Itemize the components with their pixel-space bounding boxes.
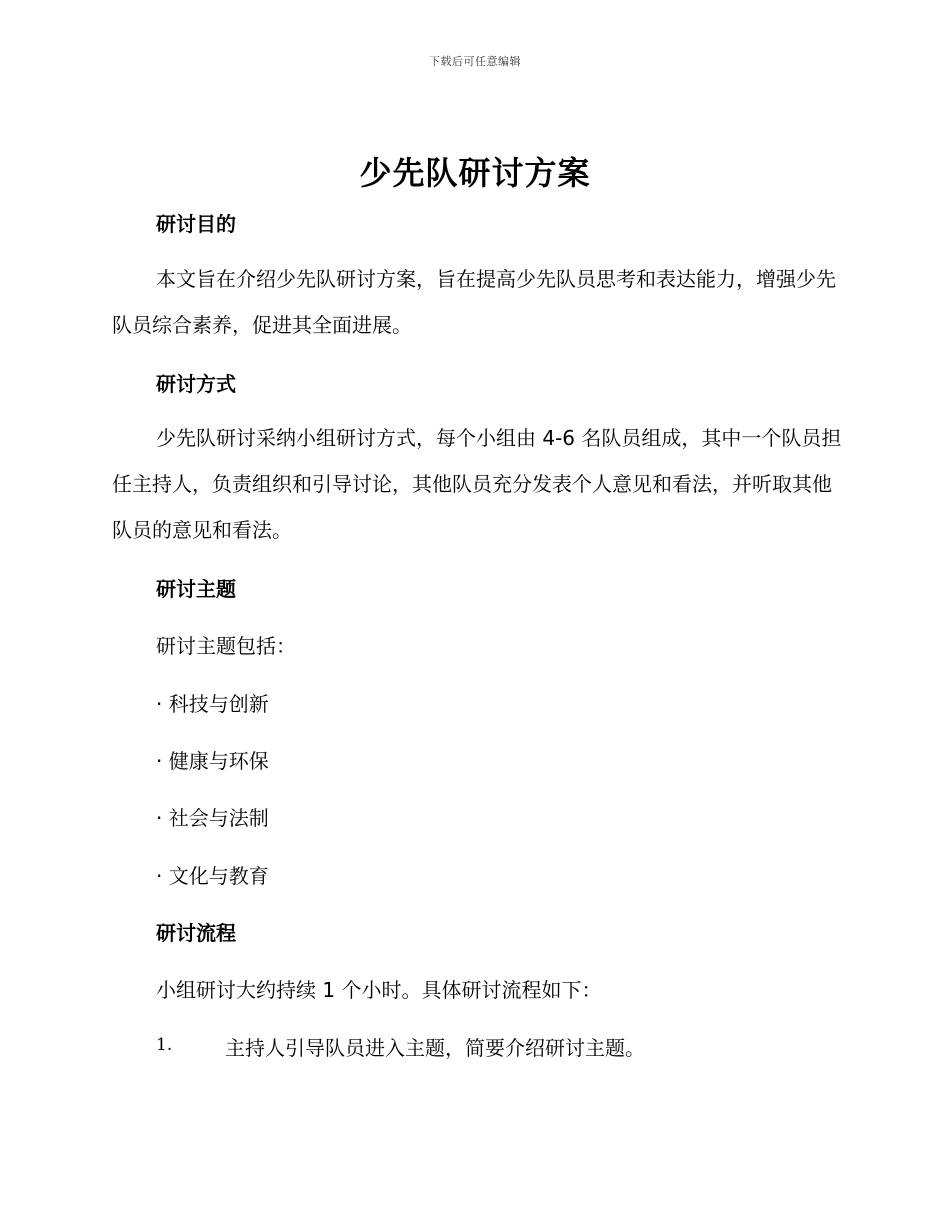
process-intro: 小组研讨大约持续 1 个小时。具体研讨流程如下：	[156, 978, 602, 1002]
process-step-text: 主持人引导队员进入主题，简要介绍研讨主题。	[225, 1036, 645, 1060]
section-heading-method: 研讨方式	[156, 372, 236, 396]
section-heading-purpose: 研讨目的	[156, 212, 236, 236]
section-body-method	[112, 415, 842, 553]
process-step-number: 1.	[156, 1035, 173, 1055]
section-heading-topics: 研讨主题	[156, 577, 236, 601]
topics-intro: 研讨主题包括：	[156, 634, 296, 658]
document-title: 少先队研讨方案	[359, 154, 591, 192]
section-body-purpose-text: 本文旨在介绍少先队研讨方案，旨在提高少先队员思考和表达能力，增强少先队员综合素养，促进其全面进展。	[112, 267, 836, 337]
topic-item: · 社会与法制	[156, 806, 269, 830]
section-heading-process: 研讨流程	[156, 921, 236, 945]
section-body-method-text: 少先队研讨采纳小组研讨方式，每个小组由 4-6 名队员组成，其中一个队员担任主持人，负责组织和引导讨论，其他队员充分发表个人意见和看法，并听取其他队员的意见和看法。	[112, 426, 842, 542]
topic-item: · 科技与创新	[156, 692, 269, 716]
topic-item: · 健康与环保	[156, 749, 269, 773]
section-body-purpose	[112, 256, 842, 348]
topic-item: · 文化与教育	[156, 864, 269, 888]
page-header-note: 下载后可任意编辑	[429, 55, 521, 68]
